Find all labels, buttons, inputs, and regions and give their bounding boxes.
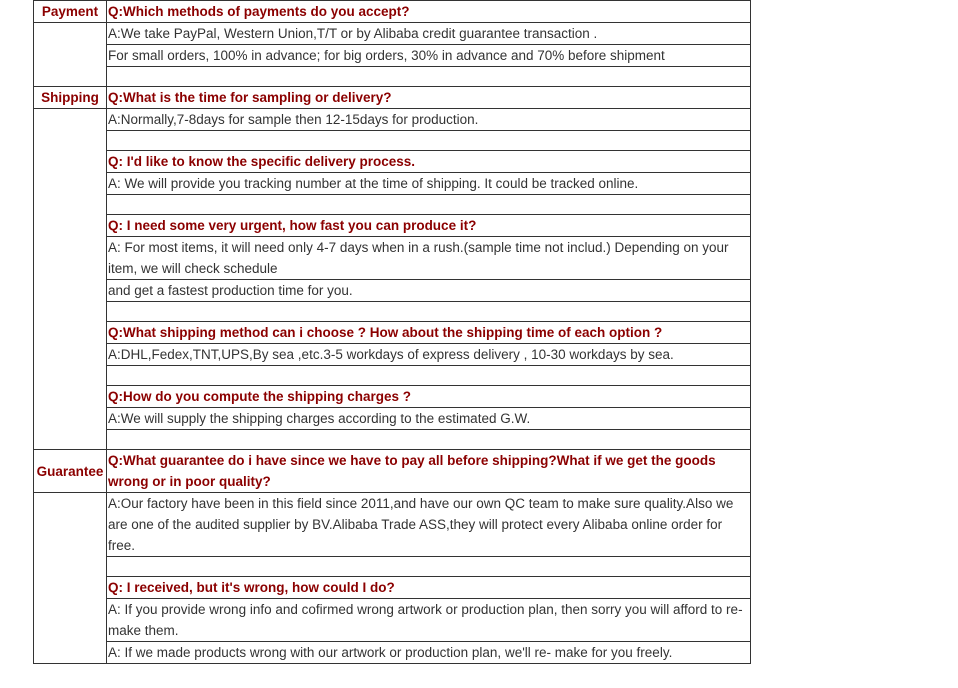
spacer-row bbox=[107, 302, 751, 322]
category-spacer bbox=[34, 109, 107, 450]
question-urgent-order: Q: I need some very urgent, how fast you can produce it? bbox=[107, 215, 751, 237]
category-payment: Payment bbox=[34, 1, 107, 23]
answer-sampling-time: A:Normally,7-8days for sample then 12-15days for production. bbox=[107, 109, 751, 131]
spacer-row bbox=[107, 195, 751, 215]
answer-wrong-received-cont: A: If we made products wrong with our artwork or production plan, we'll re- make for you freely. bbox=[107, 642, 751, 664]
answer-payment-terms: For small orders, 100% in advance; for big orders, 30% in advance and 70% before shipment bbox=[107, 45, 751, 67]
spacer-row bbox=[107, 430, 751, 450]
faq-table bbox=[33, 0, 751, 664]
question-shipping-method: Q:What shipping method can i choose ? How about the shipping time of each option ? bbox=[107, 322, 751, 344]
answer-shipping-charges: A:We will supply the shipping charges according to the estimated G.W. bbox=[107, 408, 751, 430]
answer-shipping-method: A:DHL,Fedex,TNT,UPS,By sea ,etc.3-5 workdays of express delivery , 10-30 workdays by sea. bbox=[107, 344, 751, 366]
answer-urgent-order-cont: and get a fastest production time for you. bbox=[107, 280, 751, 302]
spacer-row bbox=[107, 557, 751, 577]
question-payment-methods: Q:Which methods of payments do you accept? bbox=[107, 1, 751, 23]
answer-wrong-received: A: If you provide wrong info and cofirmed wrong artwork or production plan, then sorry you will afford to re-make them. bbox=[107, 599, 751, 642]
answer-urgent-order: A: For most items, it will need only 4-7 days when in a rush.(sample time not includ.) Depending on your item, we will check schedule bbox=[107, 237, 751, 280]
answer-guarantee: A:Our factory have been in this field since 2011,and have our own QC team to make sure quality.Also we are one of the audited supplier by BV.Alibaba Trade ASS,they will protect every Alibaba online order for free. bbox=[107, 493, 751, 557]
question-sampling-time: Q:What is the time for sampling or delivery? bbox=[107, 87, 751, 109]
question-wrong-received: Q: I received, but it's wrong, how could I do? bbox=[107, 577, 751, 599]
question-delivery-process: Q: I'd like to know the specific delivery process. bbox=[107, 151, 751, 173]
question-guarantee: Q:What guarantee do i have since we have to pay all before shipping?What if we get the goods wrong or in poor quality? bbox=[107, 450, 751, 493]
category-guarantee: Guarantee bbox=[34, 450, 107, 493]
spacer-row bbox=[107, 67, 751, 87]
question-shipping-charges: Q:How do you compute the shipping charges ? bbox=[107, 386, 751, 408]
category-shipping: Shipping bbox=[34, 87, 107, 109]
category-spacer bbox=[34, 493, 107, 664]
spacer-row bbox=[107, 366, 751, 386]
spacer-row bbox=[107, 131, 751, 151]
category-spacer bbox=[34, 23, 107, 87]
answer-payment-methods: A:We take PayPal, Western Union,T/T or by Alibaba credit guarantee transaction . bbox=[107, 23, 751, 45]
answer-delivery-process: A: We will provide you tracking number at the time of shipping. It could be tracked online. bbox=[107, 173, 751, 195]
